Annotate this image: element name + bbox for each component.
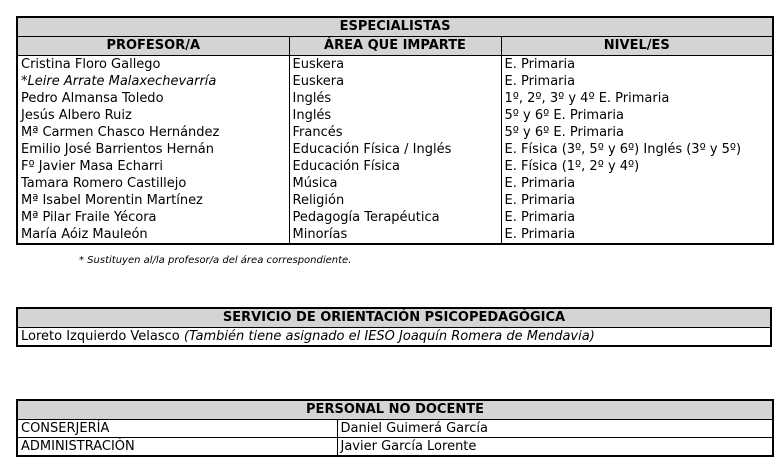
- column-header-profesor: PROFESOR/A: [17, 37, 289, 56]
- table-row: [17, 107, 773, 124]
- table-row: [17, 175, 773, 192]
- profesor-cell: Jesús Albero Ruiz: [17, 107, 289, 124]
- especialistas-table: [16, 16, 774, 245]
- profesor-cell: Pedro Almansa Toledo: [17, 90, 289, 107]
- nivel-cell: E. Primaria: [501, 175, 773, 192]
- area-cell: Educación Física / Inglés: [289, 141, 501, 158]
- nivel-cell: E. Primaria: [501, 192, 773, 209]
- area-cell: Religión: [289, 192, 501, 209]
- area-cell: Inglés: [289, 107, 501, 124]
- nombre-cell: Daniel Guimerá García: [337, 420, 773, 438]
- orientacion-table: [16, 307, 772, 347]
- table-row: [17, 420, 773, 438]
- orientacion-title: SERVICIO DE ORIENTACIÓN PSICOPEDAGÓGICA: [17, 308, 771, 328]
- area-cell: Educación Física: [289, 158, 501, 175]
- area-cell: Música: [289, 175, 501, 192]
- orientacion-note: (También tiene asignado el IESO Joaquín Romera de Mendavia): [183, 329, 595, 344]
- table-row: [17, 141, 773, 158]
- column-header-area: ÁREA QUE IMPARTE: [289, 37, 501, 56]
- table-row: [17, 438, 773, 457]
- especialistas-title: ESPECIALISTAS: [17, 17, 773, 37]
- profesor-cell: Emilio José Barrientos Hernán: [17, 141, 289, 158]
- nivel-cell: E. Primaria: [501, 56, 773, 74]
- table-row: [17, 328, 771, 347]
- area-cell: Pedagogía Terapéutica: [289, 209, 501, 226]
- orientacion-person: Loreto Izquierdo Velasco: [21, 329, 180, 344]
- table-row: [17, 209, 773, 226]
- nivel-cell: 1º, 2º, 3º y 4º E. Primaria: [501, 90, 773, 107]
- orientacion-cell: [17, 328, 771, 347]
- nivel-cell: E. Primaria: [501, 73, 773, 90]
- nivel-cell: 5º y 6º E. Primaria: [501, 124, 773, 141]
- nivel-cell: E. Primaria: [501, 209, 773, 226]
- profesor-cell: *Leire Arrate Malaxechevarría: [17, 73, 289, 90]
- no-docente-title: PERSONAL NO DOCENTE: [17, 400, 773, 420]
- nivel-cell: E. Física (1º, 2º y 4º): [501, 158, 773, 175]
- table-row: [17, 90, 773, 107]
- area-cell: Inglés: [289, 90, 501, 107]
- nivel-cell: E. Física (3º, 5º y 6º) Inglés (3º y 5º): [501, 141, 773, 158]
- nivel-cell: E. Primaria: [501, 226, 773, 244]
- table-row: [17, 158, 773, 175]
- nombre-cell: Javier García Lorente: [337, 438, 773, 457]
- especialistas-footnote: * Sustituyen al/la profesor/a del área correspondiente.: [79, 255, 352, 266]
- profesor-cell: Mª Isabel Morentin Martínez: [17, 192, 289, 209]
- table-row: [17, 192, 773, 209]
- profesor-cell: Mª Carmen Chasco Hernández: [17, 124, 289, 141]
- table-row: [17, 56, 773, 74]
- puesto-cell: ADMINISTRACIÓN: [17, 438, 337, 457]
- profesor-cell: Cristina Floro Gallego: [17, 56, 289, 74]
- puesto-cell: CONSERJERÍA: [17, 420, 337, 438]
- area-cell: Minorías: [289, 226, 501, 244]
- profesor-cell: Fº Javier Masa Echarri: [17, 158, 289, 175]
- profesor-cell: Tamara Romero Castillejo: [17, 175, 289, 192]
- table-row: [17, 73, 773, 90]
- area-cell: Francés: [289, 124, 501, 141]
- table-row: [17, 226, 773, 244]
- area-cell: Euskera: [289, 73, 501, 90]
- nivel-cell: 5º y 6º E. Primaria: [501, 107, 773, 124]
- column-header-nivel: NIVEL/ES: [501, 37, 773, 56]
- table-row: [17, 124, 773, 141]
- profesor-cell: María Aóiz Mauleón: [17, 226, 289, 244]
- profesor-cell: Mª Pilar Fraile Yécora: [17, 209, 289, 226]
- area-cell: Euskera: [289, 56, 501, 74]
- no-docente-table: [16, 399, 774, 457]
